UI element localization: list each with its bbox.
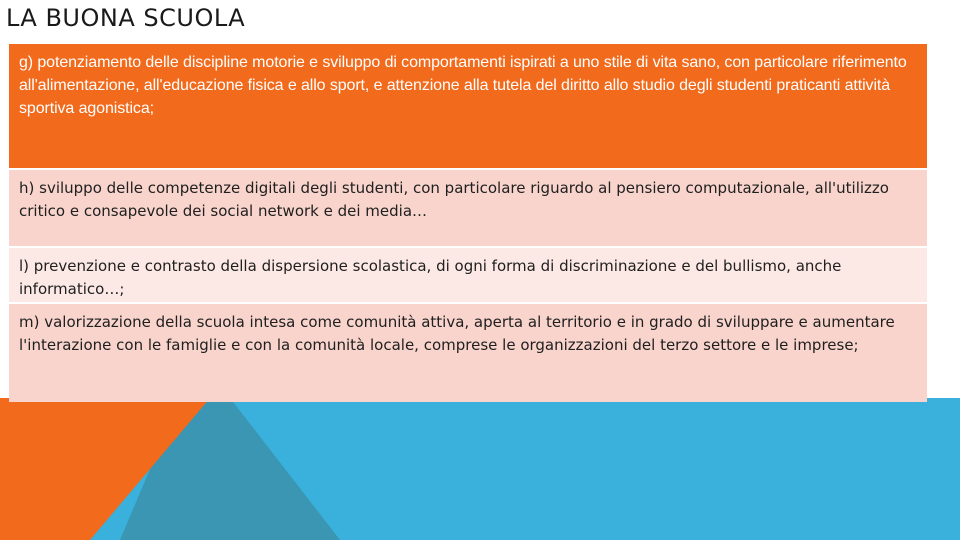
table-row-g: g) potenziamento delle discipline motorie e sviluppo di comportamenti ispirati a uno stile di vita sano, con particolare riferimento all'alimentazione, all'educazione fisica e allo sport, e attenzione alla tutela del diritto allo studio degli studenti praticanti attività sportiva agonistica; [9, 44, 927, 170]
table-row-l: l) prevenzione e contrasto della dispersione scolastica, di ogni forma di discriminazione e del bullismo, anche informatico…; [9, 248, 927, 304]
table-row-h: h) sviluppo delle competenze digitali degli studenti, con particolare riguardo al pensiero computazionale, all'utilizzo critico e consapevole dei social network e dei media… [9, 170, 927, 248]
table-row-m: m) valorizzazione della scuola intesa come comunità attiva, aperta al territorio e in grado di sviluppare e aumentare l'interazione con le famiglie e con la comunità locale, comprese le organizzazioni del terzo settore e le imprese; [9, 304, 927, 402]
slide-title: LA BUONA SCUOLA [6, 4, 246, 32]
content-table [9, 44, 927, 402]
